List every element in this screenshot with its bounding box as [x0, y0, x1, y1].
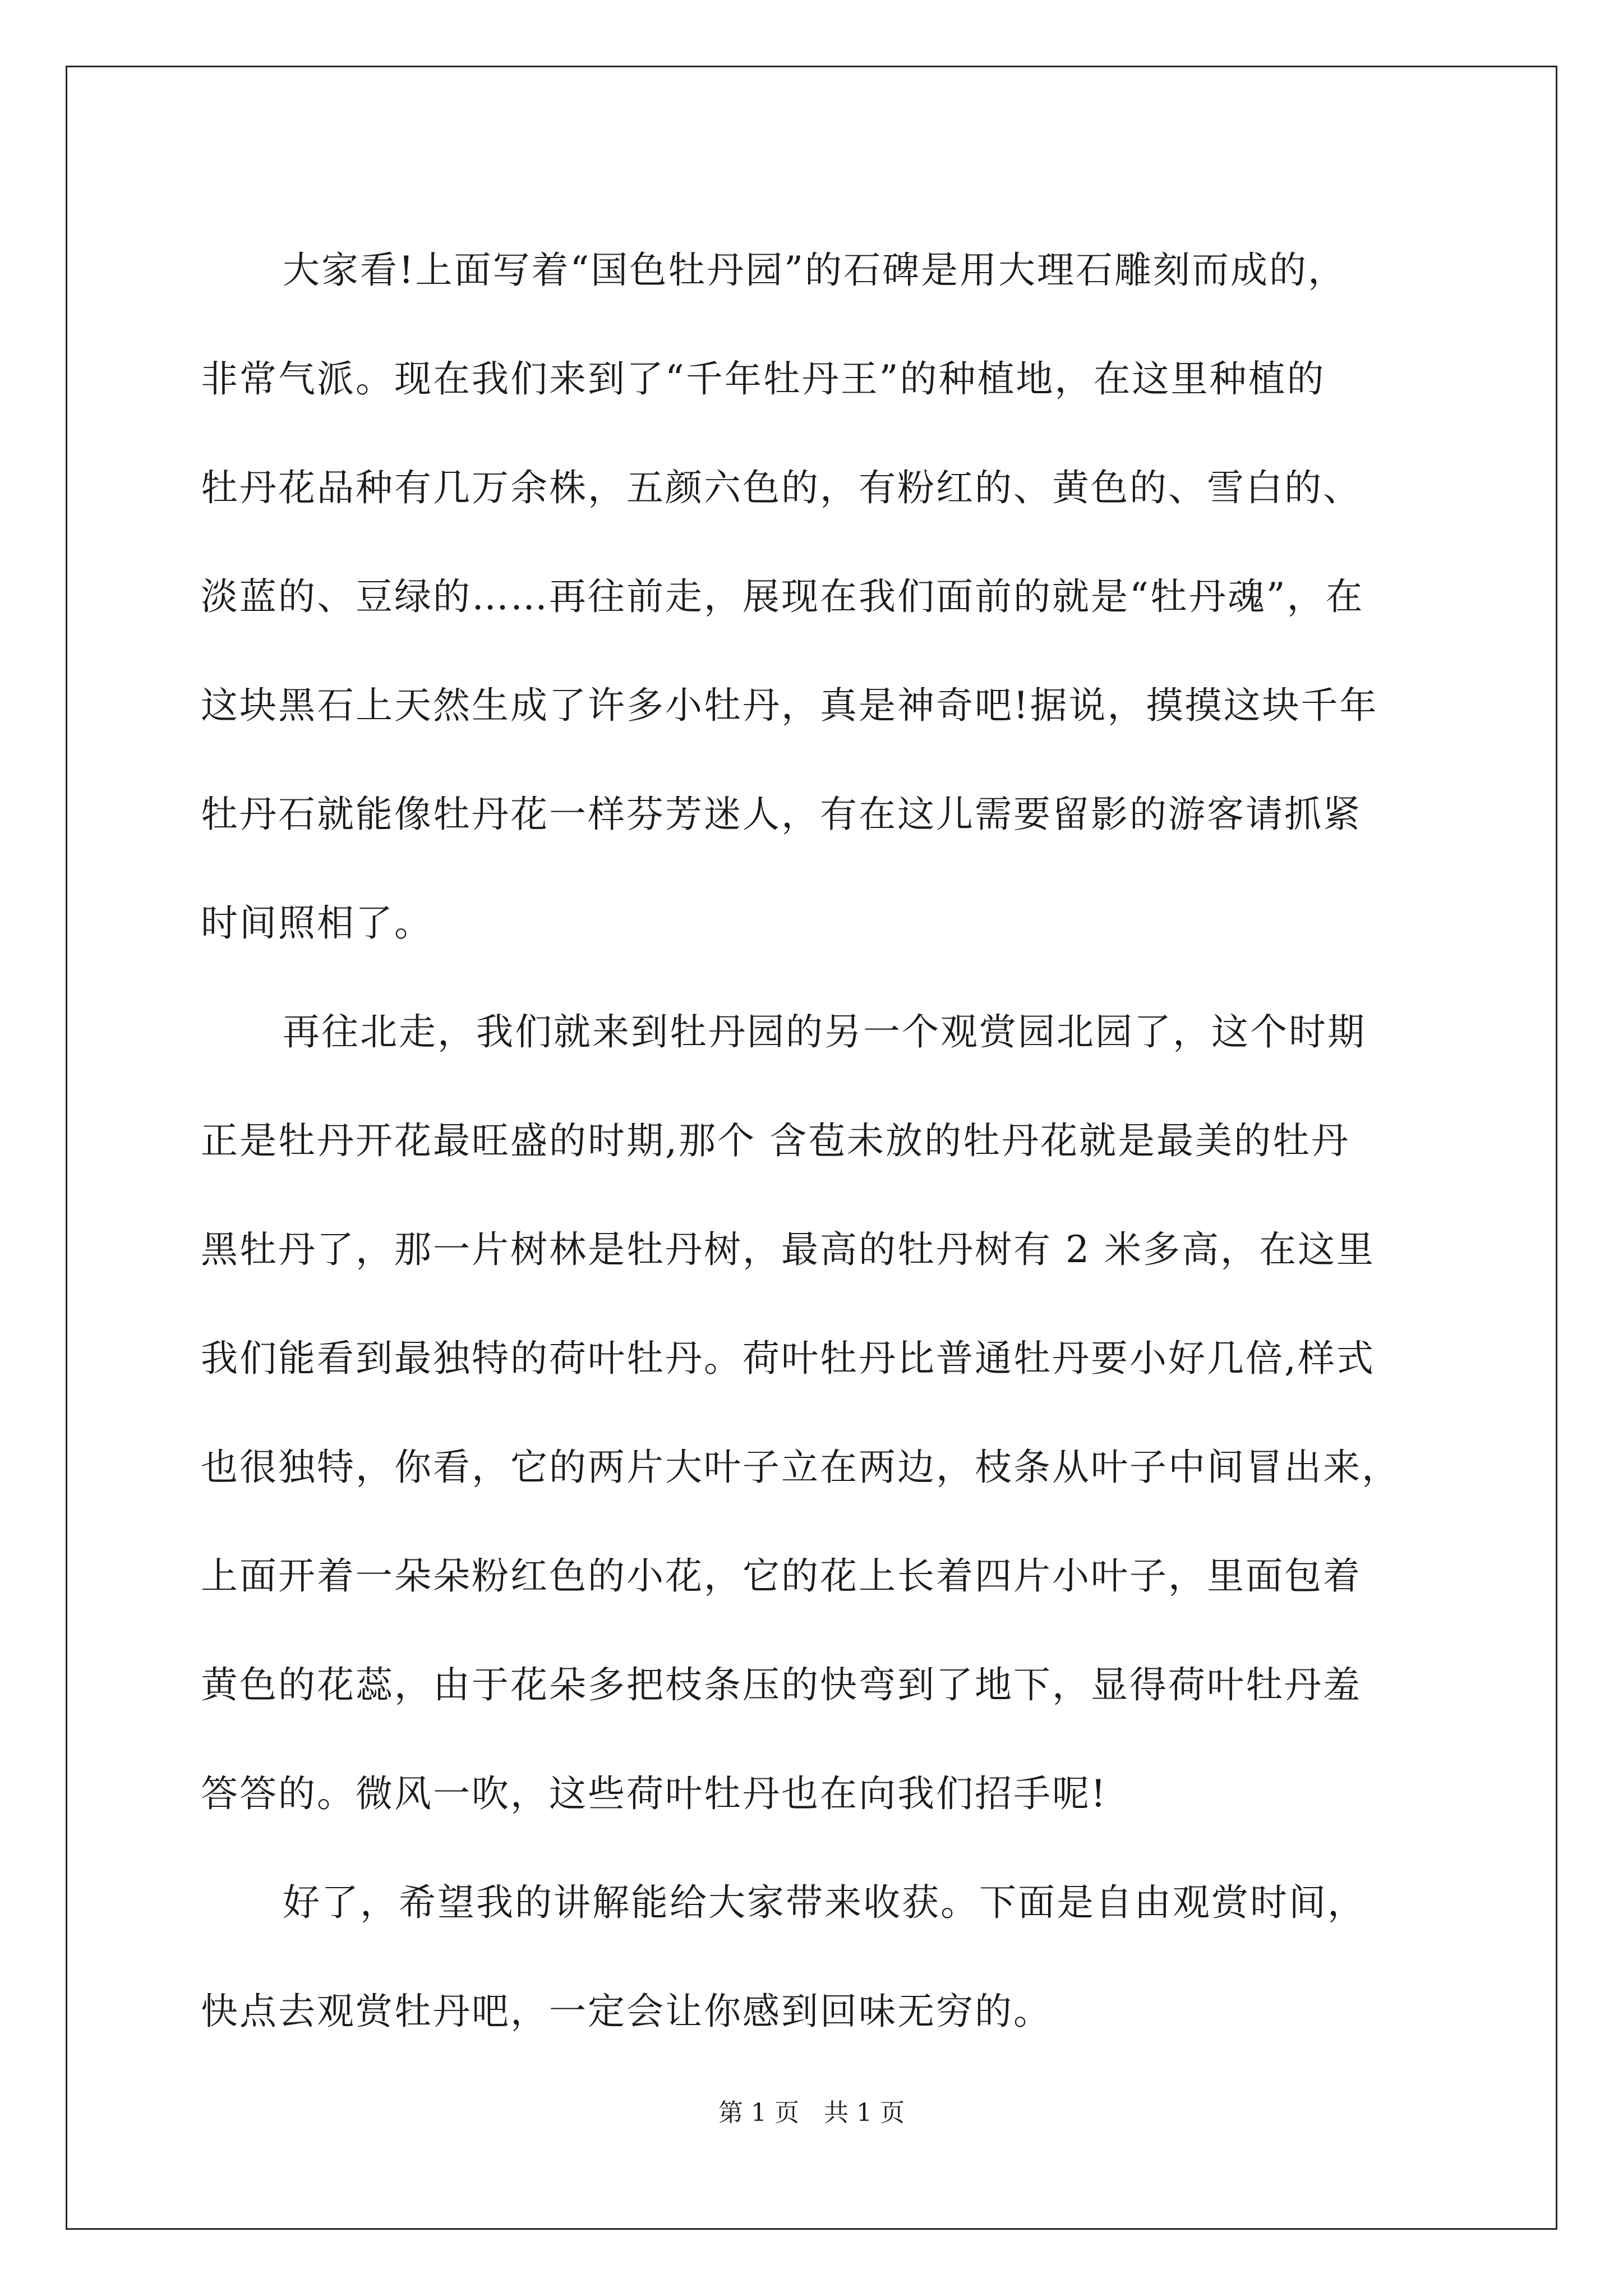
page-number-footer: 第 1 页 共 1 页 — [718, 2099, 905, 2127]
paragraph-2-line-5: 也很独特，你看，它的两片大叶子立在两边，枝条从叶子中间冒出来， — [201, 1446, 1400, 1489]
paragraph-1-line-1: 大家看!上面写着“国色牡丹园”的石碑是用大理石雕刻而成的， — [283, 249, 1347, 292]
paragraph-3-line-2: 快点去观赏牡丹吧，一定会让你感到回味无穷的。 — [201, 1990, 1052, 2033]
paragraph-1-line-4: 淡蓝的、豆绿的……再往前走，展现在我们面前的就是“牡丹魂”，在 — [201, 575, 1364, 618]
paragraph-1-line-7: 时间照相了。 — [201, 901, 433, 945]
paragraph-2-line-6: 上面开着一朵朵粉红色的小花，它的花上长着四片小叶子，里面包着 — [201, 1554, 1362, 1598]
paragraph-2-line-8: 答答的。微风一吹，这些荷叶牡丹也在向我们招手呢! — [201, 1772, 1108, 1815]
paragraph-2-line-7: 黄色的花蕊，由于花朵多把枝条压的快弯到了地下，显得荷叶牡丹羞 — [201, 1663, 1362, 1706]
paragraph-2-line-4: 我们能看到最独特的荷叶牡丹。荷叶牡丹比普通牡丹要小好几倍,样式 — [201, 1337, 1375, 1380]
paragraph-2-line-1: 再往北走，我们就来到牡丹园的另一个观赏园北园了，这个时期 — [283, 1010, 1366, 1053]
paragraph-1-line-6: 牡丹石就能像牡丹花一样芬芳迷人，有在这儿需要留影的游客请抓紧 — [201, 793, 1362, 836]
paragraph-1-line-5: 这块黑石上天然生成了许多小牡丹，真是神奇吧!据说，摸摸这块千年 — [201, 684, 1378, 727]
document-body — [201, 216, 1440, 2066]
paragraph-1-line-3: 牡丹花品种有几万余株，五颜六色的，有粉红的、黄色的、雪白的、 — [201, 466, 1362, 509]
paragraph-3-line-1: 好了，希望我的讲解能给大家带来收获。下面是自由观赏时间， — [283, 1881, 1366, 1924]
paragraph-2-line-2: 正是牡丹开花最旺盛的时期,那个 含苞未放的牡丹花就是最美的牡丹 — [201, 1119, 1350, 1162]
paragraph-2-line-3: 黑牡丹了，那一片树林是牡丹树，最高的牡丹树有 2 米多高，在这里 — [201, 1228, 1375, 1271]
paragraph-1-line-2: 非常气派。现在我们来到了“千年牡丹王”的种植地，在这里种植的 — [201, 357, 1326, 401]
